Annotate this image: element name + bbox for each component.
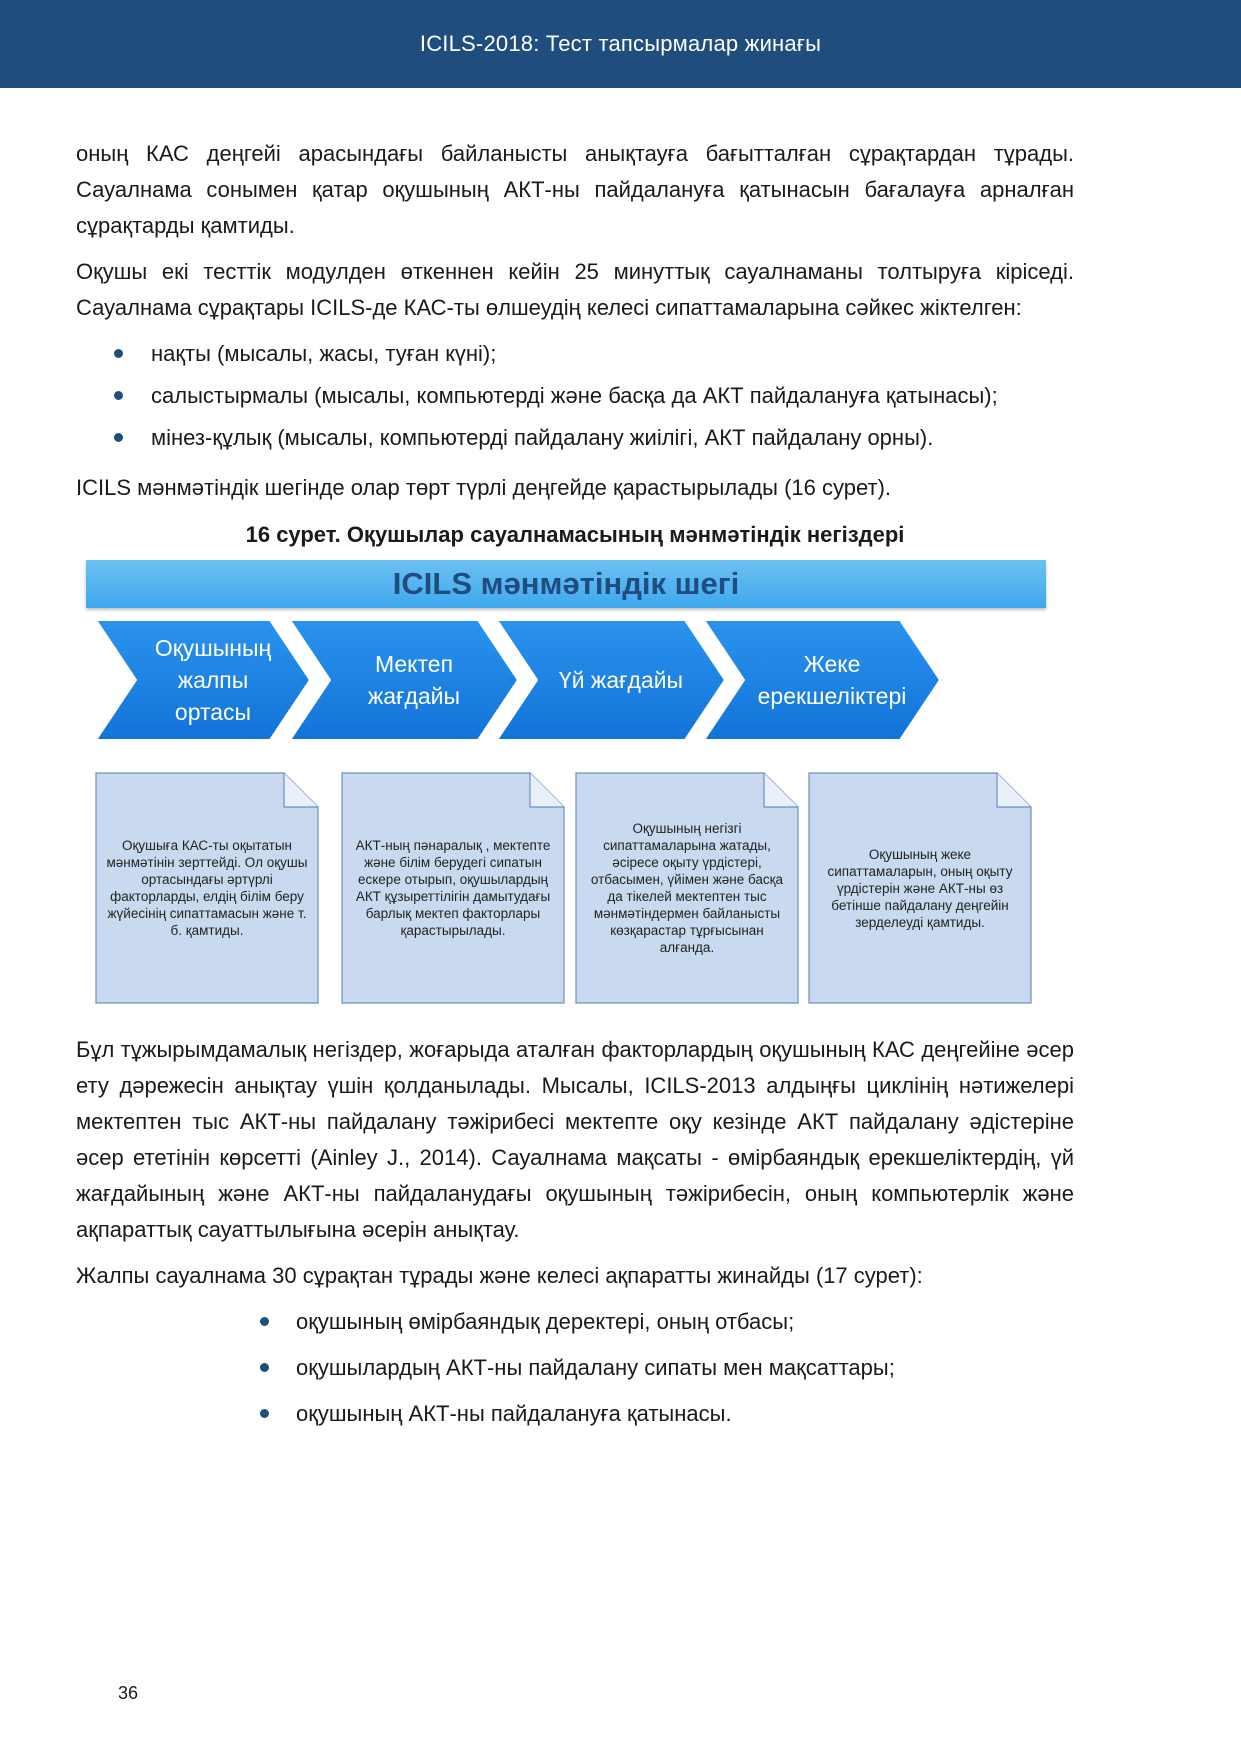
paragraph-3: ICILS мәнмәтіндік шегінде олар төрт түрлі деңгейде қарастырылады (16 сурет). — [76, 475, 892, 500]
context-note-4 — [808, 772, 1032, 1004]
header-title: ICILS-2018: Тест тапсырмалар жинағы — [419, 31, 822, 56]
chevron-label: Оқушының — [154, 635, 272, 661]
list-item: салыстырмалы (мысалы, компьютерді және басқа да АКТ пайдалануға қатынасы); — [76, 378, 1074, 414]
bullet-icon — [114, 391, 123, 400]
page-number: 36 — [118, 1683, 139, 1703]
diagram-banner: ICILS мәнмәтіндік шегі — [86, 560, 1046, 608]
collected-info-list — [76, 1304, 1074, 1432]
paragraph-1: оның КАС деңгейі арасындағы байланысты анықтауға бағытталған сұрақтардан тұрады. Сауалнама сонымен қатар оқушының АКТ-ны пайдалануға қатынасын бағалауға арналған сұрақтарды қамтиды. — [76, 141, 1074, 238]
chevron-label: ерекшеліктері — [757, 683, 907, 709]
list-item: оқушының өмірбаяндық деректері, оның отбасы; — [76, 1304, 1074, 1340]
bullet-icon — [260, 1363, 269, 1372]
chevron-label: Мектеп — [374, 651, 454, 677]
paragraph-2: Оқушы екі тесттік модулден өткеннен кейін 25 минуттық сауалнаманы толтыруға кіріседі. Сауалнама сұрақтары ICILS-де КАС-ты өлшеудің келесі сипаттамаларына сәйкес жіктелген: — [76, 259, 1074, 320]
chevron-label: ортасы — [174, 699, 252, 725]
bullet-icon — [114, 433, 123, 442]
chevron-arrow-2 — [290, 620, 518, 740]
note-text: Оқушының жеке сипаттамаларын, оның оқыту үрдістерін және АКТ-ны өз бетінше пайдалану деңгейін зерделеуді қамтиды. — [827, 846, 1013, 930]
chevron-label: Жеке — [803, 651, 861, 677]
list-item: оқушының АКТ-ны пайдалануға қатынасы. — [76, 1396, 1074, 1432]
page-header — [0, 0, 1241, 88]
note-text: Оқушының негізгі сипаттамаларына жатады, әсіресе оқыту үрдістері, отбасымен, үйімен және басқа да тікелей мектептен тыс мәнмәтіндермен байланысты көзқарастар тұрғысынан алғанда. — [590, 821, 784, 955]
list-item: мінез-құлық (мысалы, компьютерді пайдалану жиілігі, АКТ пайдалану орны). — [76, 420, 1074, 456]
note-text: Оқушыға КАС-ты оқытатын мәнмәтінін зерттейді. Ол оқушы ортасындағы әртүрлі факторларды, елдің білім беру жүйесінің сипаттамасын және т. б. қамтиды. — [106, 838, 308, 938]
chevron-label: жағдайы — [367, 683, 461, 709]
context-note-2 — [341, 772, 565, 1004]
context-diagram — [76, 560, 1074, 1020]
chevron-label: Үй жағдайы — [558, 667, 684, 693]
list-item: нақты (мысалы, жасы, туған күні); — [76, 336, 1074, 372]
list-item: оқушылардың АКТ-ны пайдалану сипаты мен мақсаттары; — [76, 1350, 1074, 1386]
figure-caption: 16 сурет. Оқушылар сауалнамасының мәнмәтіндік негіздері — [245, 522, 905, 547]
bullet-icon — [260, 1409, 269, 1418]
bullet-icon — [114, 349, 123, 358]
chevron-row — [76, 616, 1074, 756]
paragraph-5: Жалпы сауалнама 30 сұрақтан тұрады және келесі ақпаратты жинайды (17 сурет): — [76, 1263, 923, 1288]
chevron-label: жалпы — [177, 667, 249, 693]
paragraph-4: Бұл тұжырымдамалық негіздер, жоғарыда аталған факторлардың оқушының КАС деңгейіне әсер ету дәрежесін анықтау үшін қолданылады. Мысалы, ICILS-2013 алдыңғы циклінің нәтижелері мектептен тыс АКТ-ны пайдалану тәжірибесі мектепте оқу кезінде АКТ пайдалану әдістеріне әсер ететінін көрсетті (Ainley J., 2014). Сауалнама мақсаты - өмірбаяндық ерекшеліктердің, үй жағдайының және АКТ-ны пайдаланудағы оқушының тәжірибесін, оның компьютерлік және ақпараттық сауаттылығына әсерін анықтау. — [76, 1037, 1074, 1242]
context-note-3 — [575, 772, 799, 1004]
context-note-1 — [95, 772, 319, 1004]
chevron-arrow-4 — [704, 620, 940, 740]
bullet-icon — [260, 1317, 269, 1326]
note-text: АКТ-ның пәнаралық , мектепте және білім берудегі сипатын ескере отырып, оқушылардың АКТ құзыреттілігін дамытудағы барлық мектеп факторлары қарастырылады. — [355, 838, 551, 938]
page-content — [76, 136, 1074, 1442]
characteristics-list — [76, 336, 1074, 456]
